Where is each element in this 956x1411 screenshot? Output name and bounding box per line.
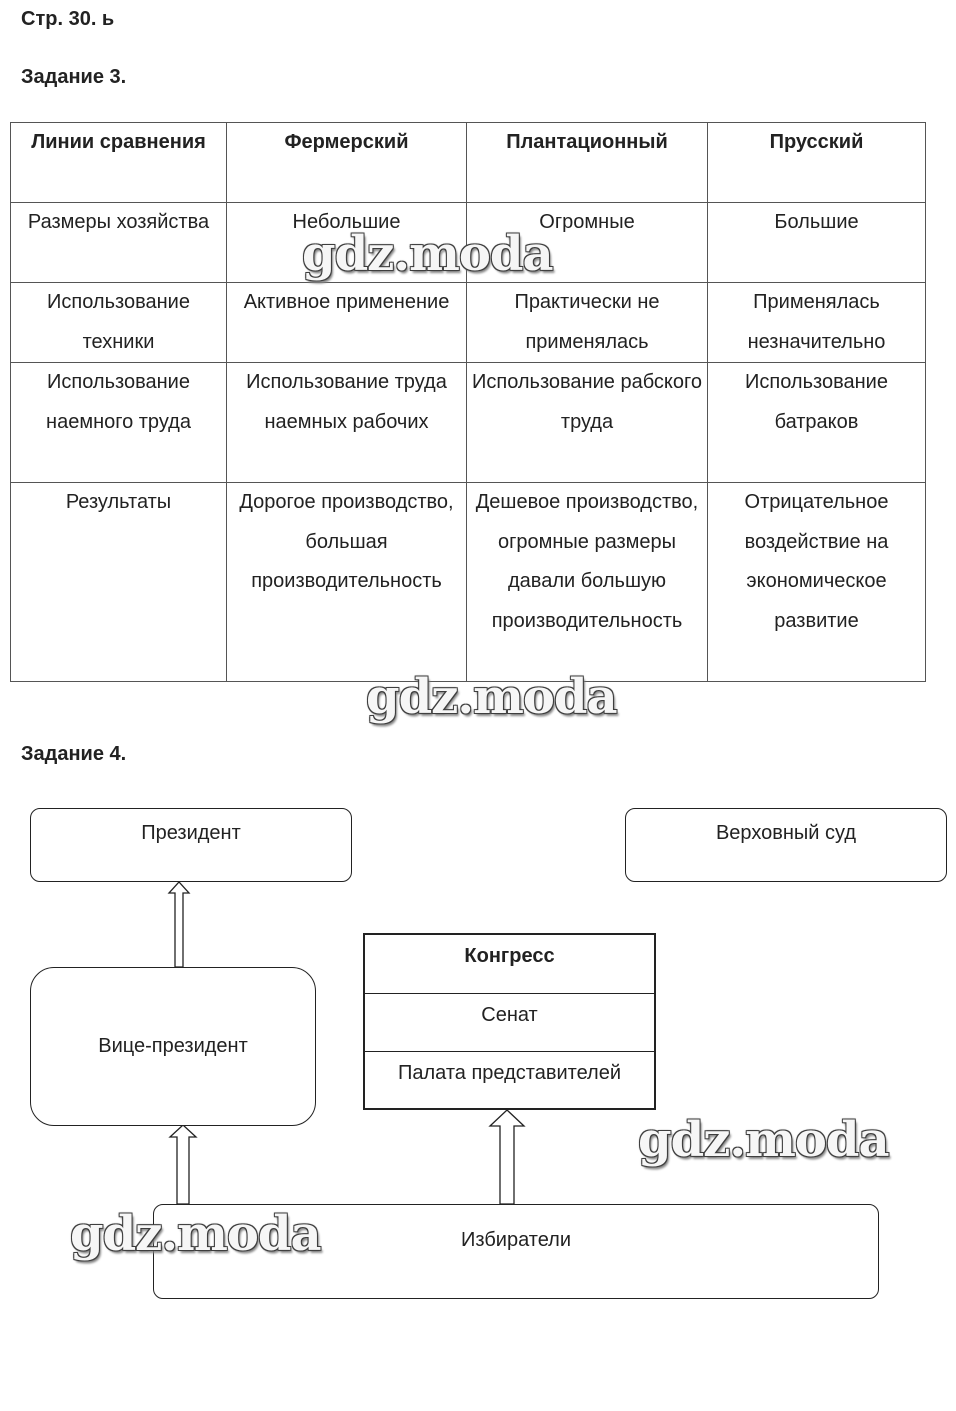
table-cell: Применялась незначительно — [708, 283, 926, 363]
voters-box: Избиратели — [153, 1204, 879, 1299]
table-cell: Практически не применялась — [467, 283, 708, 363]
watermark: gdz.moda — [70, 1206, 321, 1262]
congress-box — [363, 933, 656, 1110]
column-header: Прусский — [708, 123, 926, 203]
arrow-voters-to-congress — [490, 1110, 524, 1204]
vice-president-label: Вице-президент — [98, 1035, 248, 1057]
house-row: Палата представителей — [365, 1051, 654, 1109]
congress-title: Конгресс — [464, 945, 555, 967]
table-cell: Использование рабского труда — [467, 363, 708, 483]
column-header: Плантационный — [467, 123, 708, 203]
table-cell: Большие — [708, 203, 926, 283]
table-header-row — [11, 123, 926, 203]
table-row — [11, 483, 926, 682]
table-cell: Активное применение — [227, 283, 467, 363]
table-cell: Небольшие — [227, 203, 467, 283]
arrow-voters-to-vp — [170, 1125, 196, 1204]
table-cell: Огромные — [467, 203, 708, 283]
watermark: gdz.moda — [638, 1112, 889, 1168]
vice-president-box — [30, 967, 316, 1126]
table-cell: Использование техники — [11, 283, 227, 363]
page-title: Стр. 30. ь — [21, 8, 115, 30]
table-row — [11, 363, 926, 483]
column-header: Линии сравнения — [11, 123, 227, 203]
supreme-court-box: Верховный суд — [625, 808, 947, 882]
table-cell: Отрицательное воздействие на экономическое развитие — [708, 483, 926, 682]
table-cell: Размеры хозяйства — [11, 203, 227, 283]
table-cell: Использование труда наемных рабочих — [227, 363, 467, 483]
table-cell: Дешевое производство, огромные размеры давали большую производительность — [467, 483, 708, 682]
table-cell: Результаты — [11, 483, 227, 682]
table-cell: Дорогое производство, большая производительность — [227, 483, 467, 682]
table-row — [11, 203, 926, 283]
watermark: gdz.moda — [366, 669, 617, 725]
president-box: Президент — [30, 808, 352, 882]
watermark: gdz.moda — [302, 226, 553, 282]
table-cell: Использование наемного труда — [11, 363, 227, 483]
comparison-table — [10, 122, 926, 682]
task4-heading: Задание 4. — [21, 743, 127, 765]
table-cell: Использование батраков — [708, 363, 926, 483]
senate-row: Сенат — [365, 993, 654, 1051]
arrow-vp-to-president — [169, 882, 189, 967]
column-header: Фермерский — [227, 123, 467, 203]
task3-heading: Задание 3. — [21, 66, 127, 88]
table-row — [11, 283, 926, 363]
